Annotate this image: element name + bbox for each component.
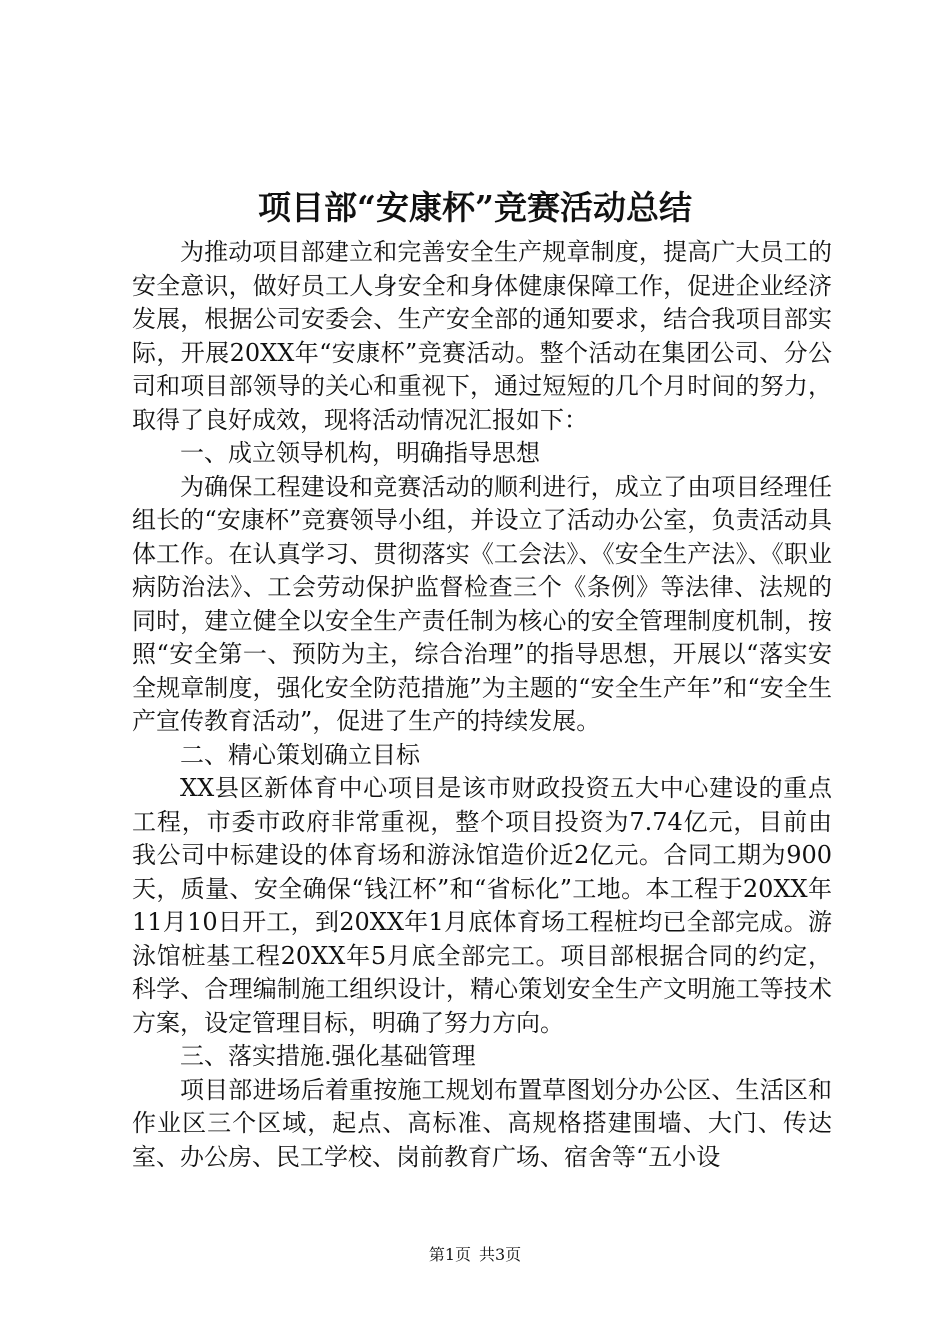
section-1-paragraph: 为确保工程建设和竞赛活动的顺利进行，成立了由项目经理任组长的“安康杯”竞赛领导小组，并设立了活动办公室，负责活动具体工作。在认真学习、贯彻落实《工会法》、《安全生产法》、《职业病防治法》、工会劳动保护监督检查三个《条例》等法律、法规的同时，建立健全以安全生产责任制为核心的安全管理制度机制，按照“安全第一、预防为主，综合治理”的指导思想，开展以“落实安全规章制度，强化安全防范措施”为主题的“安全生产年”和“安全生产宣传教育活动”，促进了生产的持续发展。 bbox=[132, 472, 832, 735]
document-body bbox=[132, 236, 832, 1174]
page-number: 第1页 bbox=[428, 1245, 471, 1264]
page-total: 共3页 bbox=[479, 1245, 522, 1264]
intro-paragraph: 为推动项目部建立和完善安全生产规章制度，提高广大员工的安全意识，做好员工人身安全和身体健康保障工作，促进企业经济发展，根据公司安委会、生产安全部的通知要求，结合我项目部实际，开展20XX年“安康杯”竞赛活动。整个活动在集团公司、分公司和项目部领导的关心和重视下，通过短短的几个月时间的努力，取得了良好成效，现将活动情况汇报如下： bbox=[132, 238, 832, 434]
section-heading-3: 三、落实措施.强化基础管理 bbox=[180, 1042, 476, 1070]
section-heading-2: 二、精心策划确立目标 bbox=[180, 740, 420, 769]
section-heading-1: 一、成立领导机构，明确指导思想 bbox=[180, 439, 540, 467]
section-3-paragraph: 项目部进场后着重按施工规划布置草图划分办公区、生活区和作业区三个区域，起点、高标准、高规格搭建围墙、大门、传达室、办公房、民工学校、岗前教育广场、宿舍等“五小设 bbox=[132, 1075, 832, 1171]
document-title: 项目部“安康杯”竞赛活动总结 bbox=[258, 188, 692, 227]
section-2-paragraph: XX县区新体育中心项目是该市财政投资五大中心建设的重点工程，市委市政府非常重视，整个项目投资为7.74亿元，目前由我公司中标建设的体育场和游泳馆造价近2亿元。合同工期为900天，质量、安全确保“钱江杯”和“省标化”工地。本工程于20XX年11月10日开工，到20XX年1月底体育场工程桩均已全部完成。游泳馆桩基工程20XX年5月底全部完工。项目部根据合同的约定，科学、合理编制施工组织设计，精心策划安全生产文明施工等技术方案，设定管理目标，明确了努力方向。 bbox=[132, 774, 832, 1037]
page-footer bbox=[0, 1244, 950, 1266]
